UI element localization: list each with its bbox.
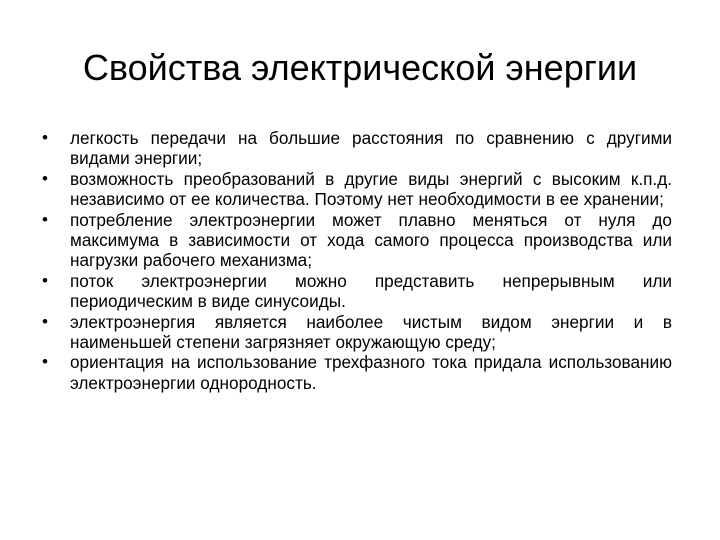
- list-item: [42, 128, 672, 169]
- list-item: [42, 271, 672, 312]
- list-item: [42, 210, 672, 271]
- bullet-text: потребление электроэнергии может плавно меняться от нуля до максимума в зависимости от хода самого процесса производства или нагрузки рабочего механизма;: [70, 209, 672, 271]
- bullet-text: возможность преобразований в другие виды энергий с высоким к.п.д. независимо от ее количества. Поэтому нет необходимости в ее хранении;: [70, 168, 672, 210]
- bullet-text: ориентация на использование трехфазного тока придала использованию электроэнергии однородность.: [70, 352, 672, 393]
- bullet-icon: •: [42, 270, 48, 290]
- bullet-icon: •: [42, 168, 48, 188]
- bullet-text: легкость передачи на большие расстояния по сравнению с другими видами энергии;: [70, 128, 672, 169]
- bullet-icon: •: [42, 209, 48, 229]
- list-item: [42, 169, 672, 210]
- bullet-list: [42, 128, 672, 393]
- bullet-text: электроэнергия является наиболее чистым видом энергии и в наименьшей степени загрязняет окружающую среду;: [70, 311, 672, 353]
- bullet-icon: •: [42, 128, 48, 147]
- slide-title: Свойства электрической энергии: [82, 47, 638, 88]
- list-item: [42, 312, 672, 353]
- bullet-text: поток электроэнергии можно представить непрерывным или периодическим в виде синусоиды.: [70, 270, 672, 312]
- bullet-icon: •: [42, 352, 48, 372]
- list-item: [42, 352, 672, 393]
- bullet-icon: •: [42, 311, 48, 331]
